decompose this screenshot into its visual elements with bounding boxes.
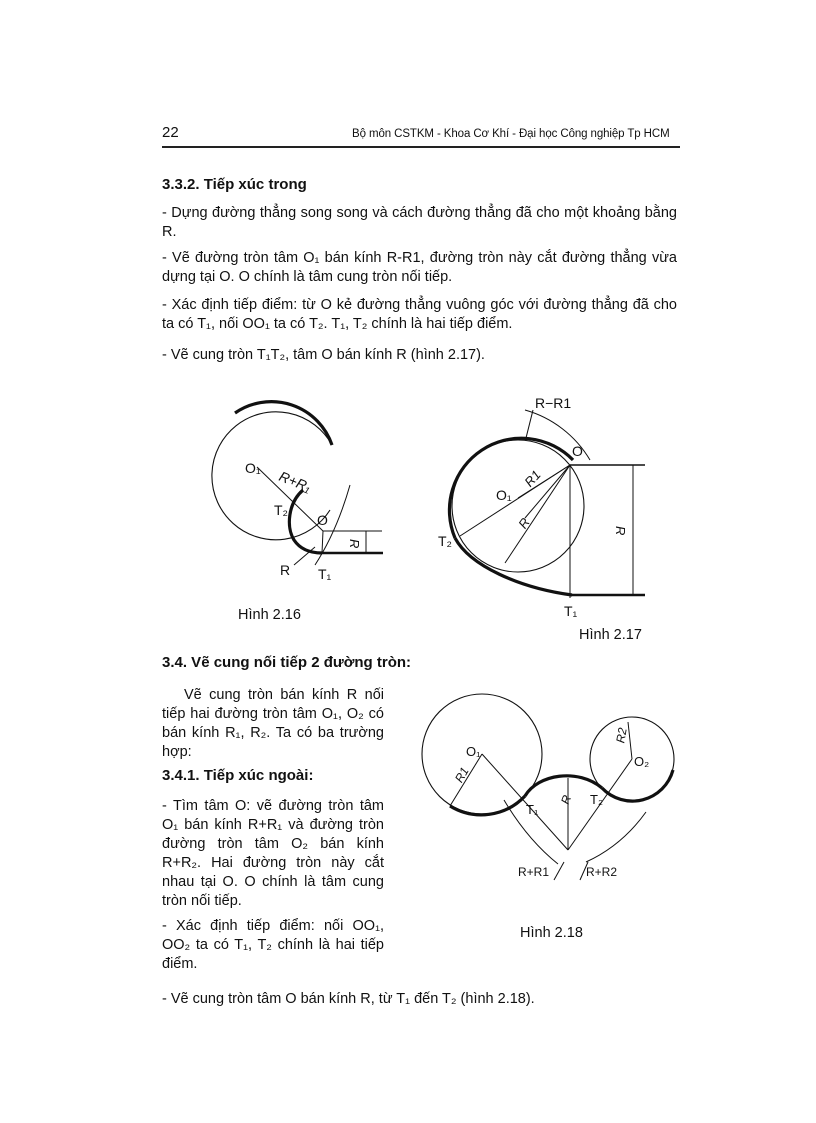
fig217-label-r: R bbox=[515, 514, 533, 532]
paragraph-step-4: - Vẽ cung tròn T₁T₂, tâm O bán kính R (hình 2.17). bbox=[162, 347, 485, 363]
fig218-line-o1-o bbox=[482, 754, 568, 850]
fig217-blend-arc bbox=[455, 538, 572, 595]
section-heading-3-3-2: 3.3.2. Tiếp xúc trong bbox=[162, 176, 307, 193]
fig216-caption: Hình 2.16 bbox=[238, 607, 301, 623]
fig216-heavy-arc bbox=[235, 402, 332, 445]
fig218-heavy-arc-o1 bbox=[450, 796, 525, 815]
fig216-label-t1: T₁ bbox=[318, 566, 332, 582]
fig217-label-o1: O₁ bbox=[496, 487, 512, 503]
figure-2-18 bbox=[418, 682, 686, 887]
fig217-label-r-minus-r1: R−R1 bbox=[535, 395, 572, 411]
fig218-label-t2: T₂ bbox=[590, 792, 603, 807]
section-heading-3-4: 3.4. Vẽ cung nối tiếp 2 đường tròn: bbox=[162, 654, 412, 671]
fig217-label-o: O bbox=[572, 443, 583, 459]
figure-2-17 bbox=[430, 388, 680, 638]
fig218-arc-r-plus-r2 bbox=[586, 812, 646, 862]
section-3-4-1-step-3: - Vẽ cung tròn tâm O bán kính R, từ T₁ đến T₂ (hình 2.18). bbox=[162, 991, 535, 1007]
fig218-radius-r2 bbox=[628, 722, 632, 759]
fig217-r-minus-r1-leader bbox=[526, 410, 533, 438]
fig217-line-t2 bbox=[460, 465, 570, 536]
fig218-label-t1: T₁ bbox=[526, 802, 539, 817]
fig216-label-r-plus-r1: R+R₁ bbox=[276, 467, 314, 496]
fig216-label-t2: T₂ bbox=[274, 502, 288, 518]
fig217-label-r-dim: R bbox=[613, 526, 628, 536]
fig217-label-t1: T₁ bbox=[564, 603, 578, 619]
paragraph-step-3: - Xác định tiếp điểm: từ O kẻ đường thẳng vuông góc với đường thẳng đã cho ta có T₁, nối OO₁ ta có T₂. T₁, T₂ chính là hai tiếp điểm. bbox=[162, 297, 677, 332]
fig218-leader-r-plus-r1 bbox=[554, 862, 564, 880]
fig216-circle-o1 bbox=[212, 412, 332, 540]
fig218-caption: Hình 2.18 bbox=[520, 925, 583, 941]
section-3-4-intro: Vẽ cung tròn bán kính R nối tiếp hai đường tròn tâm O₁, O₂ có bán kính R₁, R₂. Ta có ba trường hợp: bbox=[162, 687, 384, 760]
fig218-label-r: R bbox=[558, 793, 575, 807]
fig218-label-r1: R1 bbox=[451, 764, 472, 785]
fig216-label-o1: O₁ bbox=[245, 460, 261, 476]
fig216-label-r: R bbox=[280, 562, 291, 578]
fig217-label-r1: R1 bbox=[521, 467, 544, 490]
section-3-4-1-step-2: - Xác định tiếp điểm: nối OO₁, OO₂ ta có T₁, T₂ chính là hai tiếp điểm. bbox=[162, 918, 384, 972]
fig218-label-o2: O₂ bbox=[634, 754, 650, 769]
fig216-label-r-dim: R bbox=[347, 539, 362, 549]
fig217-label-t2: T₂ bbox=[438, 533, 452, 549]
page-number: 22 bbox=[162, 124, 179, 141]
section-3-4-1-step-1: - Tìm tâm O: vẽ đường tròn tâm O₁ bán kính R+R₁ và đường tròn đường tròn tâm O₂ bán kính R+R₂. Hai đường tròn này cắt nhau tại O. O chính là tâm cung tròn nối tiếp. bbox=[162, 798, 384, 909]
section-heading-3-4-1: 3.4.1. Tiếp xúc ngoài: bbox=[162, 767, 314, 784]
fig218-label-r-plus-r1: R+R1 bbox=[518, 865, 550, 879]
fig218-label-r-plus-r2: R+R2 bbox=[586, 865, 618, 879]
header-rule bbox=[162, 146, 680, 148]
paragraph-step-2: - Vẽ đường tròn tâm O₁ bán kính R-R1, đường tròn này cắt đường thẳng vừa dựng tại O. O chính là tâm cung tròn nối tiếp. bbox=[162, 250, 677, 285]
fig218-heavy-arc-o2 bbox=[602, 770, 673, 801]
running-header: Bộ môn CSTKM - Khoa Cơ Khí - Đại học Công nghiệp Tp HCM bbox=[352, 128, 670, 140]
fig218-label-r2: R2 bbox=[613, 726, 630, 745]
fig218-label-o1: O₁ bbox=[466, 744, 481, 759]
fig216-label-o: O bbox=[317, 512, 328, 528]
paragraph-step-1: - Dựng đường thẳng song song và cách đường thẳng đã cho một khoảng bằng R. bbox=[162, 205, 677, 240]
fig216-perpendicular bbox=[322, 531, 323, 553]
fig217-caption: Hình 2.17 bbox=[579, 627, 642, 643]
figure-2-16 bbox=[190, 385, 400, 600]
